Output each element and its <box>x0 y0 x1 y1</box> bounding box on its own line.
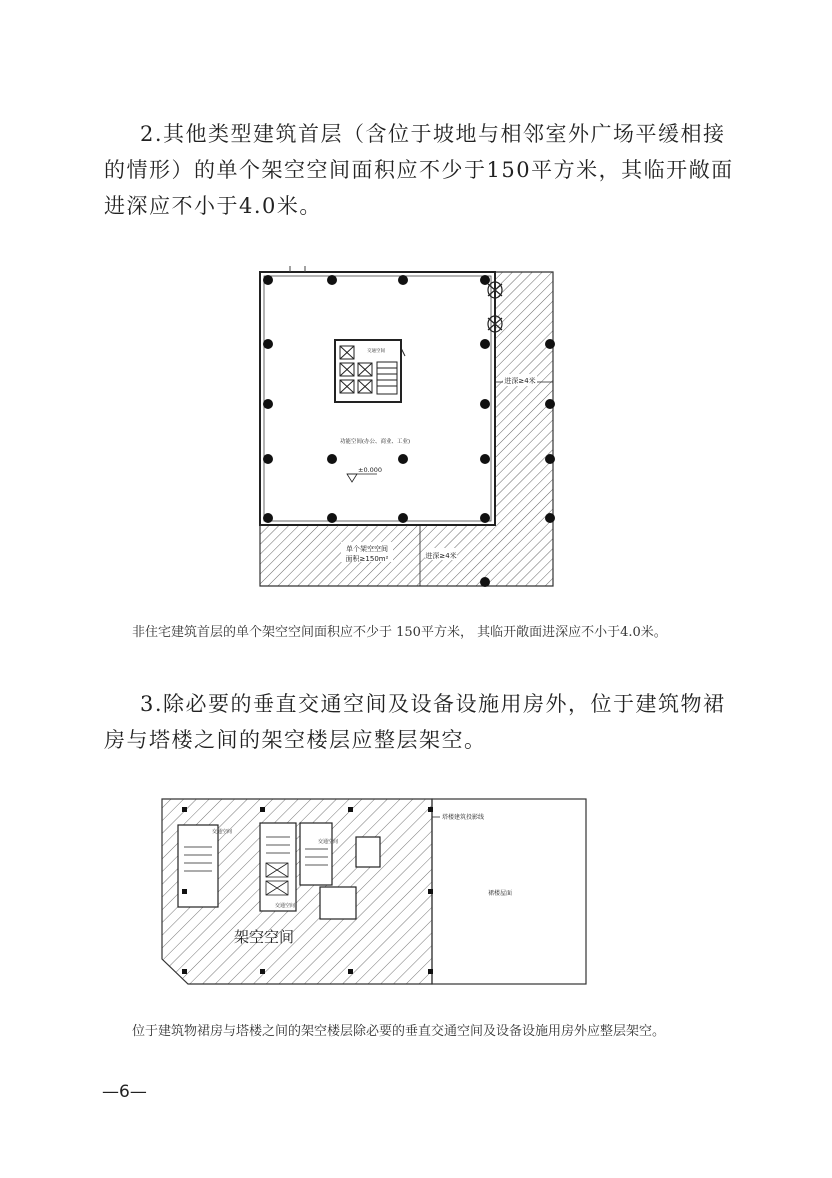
paragraph-3: 3.除必要的垂直交通空间及设备设施用房外，位于建筑物裙房与塔楼之间的架空楼层应整层架空。 <box>104 692 726 752</box>
depth-label-bottom: 进深≥4米 <box>425 552 457 560</box>
area-label-2: 面积≥150m² <box>345 555 389 563</box>
traffic-label-3: 交通空间 <box>275 903 296 909</box>
figure-podium-tower-plan <box>160 797 588 992</box>
page-number: —6— <box>102 1082 147 1102</box>
open-space-label: 架空空间 <box>234 928 295 946</box>
elevation-label: ±0.000 <box>358 466 383 474</box>
interior-label: 功能空间(办公、商业、工业) <box>339 439 411 445</box>
core-label: 交通空间 <box>367 349 385 354</box>
figure-ground-floor-plan <box>255 262 555 588</box>
caption-figure-2: 位于建筑物裙房与塔楼之间的架空楼层除必要的垂直交通空间及设备设施用房外应整层架空。 <box>132 1024 666 1039</box>
tower-projection-label: 塔楼建筑投影线 <box>442 814 485 821</box>
podium-roof-label: 裙楼屋面 <box>488 890 513 897</box>
paragraph-2: 2.其他类型建筑首层（含位于坡地与相邻室外广场平缓相接的情形）的单个架空空间面积应不少于150平方米，其临开敞面进深应不小于4.0米。 <box>104 122 734 218</box>
traffic-label-2: 交通空间 <box>318 839 339 845</box>
building-outline <box>260 272 495 525</box>
area-label-1: 单个架空空间 <box>346 545 388 553</box>
caption-figure-1: 非住宅建筑首层的单个架空空间面积应不少于 150平方米， 其临开敞面进深应不小于4.0米。 <box>132 625 667 640</box>
depth-label-right: 进深≥4米 <box>504 377 536 385</box>
traffic-label-1: 交通空间 <box>212 829 233 835</box>
